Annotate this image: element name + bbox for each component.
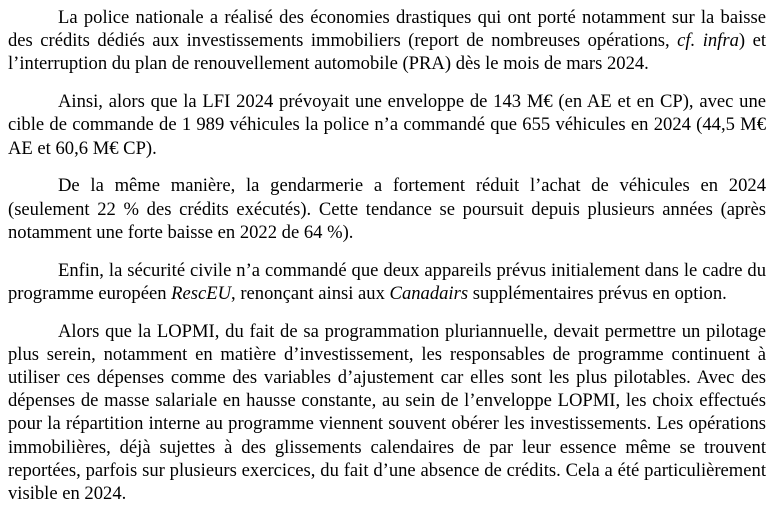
paragraph-lfi-vehicules: [8, 90, 766, 160]
paragraph-gendarmerie: [8, 174, 766, 244]
text-segment: Alors que la LOPMI, du fait de sa programmation pluriannuelle, devait permettre un pilotage plus serein, notamment en matière d’investissement, les responsables de programme continuent à utiliser ces dépenses comme des variables d’ajustement car elles sont les plus pilotables. Avec des dépenses de masse salariale en hausse constante, au sein de l’enveloppe LOPMI, les choix effectués pour la répartition interne au programme viennent souvent obérer les investissements. Les opérations immobilières, déjà sujettes à des glissements calendaires de par leur essence même se trouvent reportées, parfois sur plusieurs exercices, du fait d’une absence de crédits. Cela a été particulièrement visible en 2024.: [8, 320, 766, 505]
text-segment: La police nationale a réalisé des économies drastiques qui ont porté notamment sur la baisse des crédits dédiés aux investissements immobiliers (report de nombreuses opérations,: [8, 7, 766, 52]
text-segment-italic: cf. infra: [677, 30, 739, 52]
paragraph-police-economies: [8, 6, 766, 76]
document-body: [8, 6, 766, 505]
text-segment-italic: Canadairs: [389, 282, 469, 304]
paragraph-lopmi: [8, 320, 766, 506]
text-segment-italic: RescEU: [171, 282, 232, 304]
text-segment: ) et l’interruption du plan de renouvellement automobile (PRA) dès le mois de mars 2024.: [8, 30, 766, 75]
text-segment: Ainsi, alors que la LFI 2024 prévoyait une enveloppe de 143 M€ (en AE et en CP), avec une cible de commande de 1 989 véhicules la police n’a commandé que 655 véhicules en 2024 (44,5 M€ AE et 60,6 M€ CP).: [8, 91, 766, 159]
paragraph-securite-civile: [8, 259, 766, 305]
text-segment: , renonçant ainsi aux: [231, 282, 390, 304]
text-segment: supplémentaires prévus en option.: [468, 282, 727, 304]
text-segment: Enfin, la sécurité civile n’a commandé que deux appareils prévus initialement dans le cadre du programme européen: [8, 259, 766, 304]
text-segment: De la même manière, la gendarmerie a fortement réduit l’achat de véhicules en 2024 (seulement 22 % des crédits exécutés). Cette tendance se poursuit depuis plusieurs années (après notamment une forte baisse en 2022 de 64 %).: [8, 175, 766, 243]
